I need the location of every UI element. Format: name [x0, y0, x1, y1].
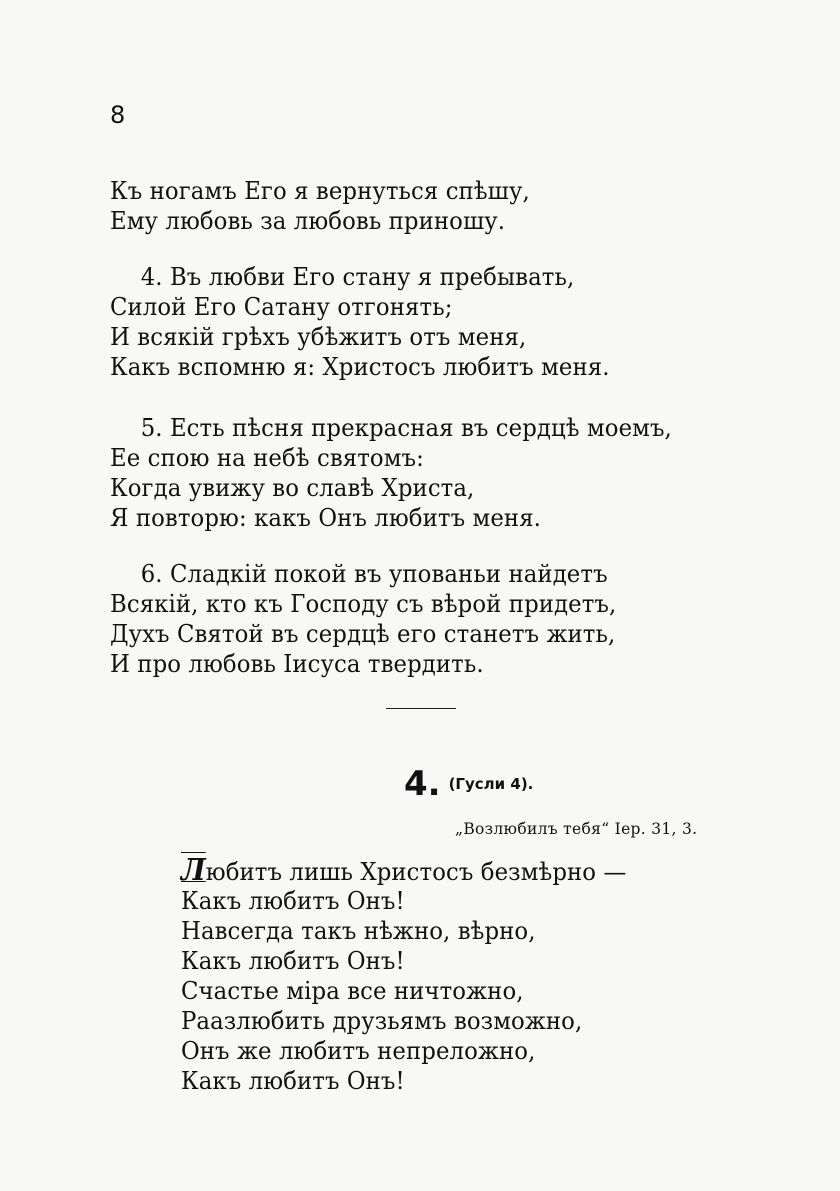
verse-line — [110, 413, 742, 443]
verse-text: юбитъ лишь Христосъ безмѣрно — — [205, 857, 627, 886]
stanza-6 — [110, 559, 790, 679]
verse-line: И всякій грѣхъ убѣжитъ отъ меня, — [110, 322, 527, 351]
verse-line — [181, 853, 739, 888]
hymn-number: 4. — [404, 764, 441, 804]
verse-line: Навсегда такъ нѣжно, вѣрно, — [181, 916, 536, 945]
verse-text: Сладкій покой въ упованьи найдетъ — [169, 559, 608, 588]
stanza-continued — [110, 176, 790, 236]
verse-line: Силой Его Сатану отгонять; — [110, 292, 453, 321]
verse-line: Онъ же любитъ непреложно, — [181, 1036, 536, 1065]
verse-text: Есть пѣсня прекрасная въ сердцѣ моемъ, — [169, 413, 672, 442]
verse-line: Духъ Святой въ сердцѣ его станетъ жить, — [110, 619, 616, 648]
verse-line: Къ ногамъ Его я вернуться спѣшу, — [110, 176, 530, 205]
verse-line: Счастье міра все ничтожно, — [181, 976, 524, 1005]
hymn-4-stanza-1 — [181, 853, 781, 1096]
verse-line: Какъ любитъ Онъ! — [181, 1066, 405, 1095]
hymn-epigraph: „Возлюбилъ тебя“ Іер. 31, 3. — [455, 820, 698, 838]
verse-line: Я повторю: какъ Онъ любитъ меня. — [110, 503, 541, 532]
hymn-heading — [404, 764, 533, 804]
verse-line: Ему любовь за любовь приношу. — [110, 206, 506, 235]
verse-line: Какъ любитъ Онъ! — [181, 946, 405, 975]
stanza-number: 5. — [140, 413, 163, 442]
stanza-5 — [110, 413, 790, 533]
verse-line — [110, 559, 742, 589]
stanza-4 — [110, 262, 790, 382]
verse-line: Когда увижу во славѣ Христа, — [110, 473, 475, 502]
verse-line: Всякій, кто къ Господу съ вѣрой придетъ, — [110, 589, 617, 618]
verse-line: Ее спою на небѣ святомъ: — [110, 443, 424, 472]
stanza-number: 4. — [140, 262, 163, 291]
section-divider — [386, 708, 456, 709]
verse-line: И про любовь Іисуса твердить. — [110, 649, 484, 678]
verse-line: Какъ вспомню я: Христосъ любитъ меня. — [110, 352, 610, 381]
verse-line: Какъ любитъ Онъ! — [181, 886, 405, 915]
verse-line: Раазлюбить друзьямъ возможно, — [181, 1006, 583, 1035]
decorated-initial: Л — [181, 853, 206, 888]
page-number: 8 — [110, 101, 126, 129]
verse-text: Въ любви Его стану я пребывать, — [169, 262, 575, 291]
verse-line — [110, 262, 742, 292]
hymn-tune: (Гусли 4). — [448, 775, 534, 793]
stanza-number: 6. — [140, 559, 163, 588]
